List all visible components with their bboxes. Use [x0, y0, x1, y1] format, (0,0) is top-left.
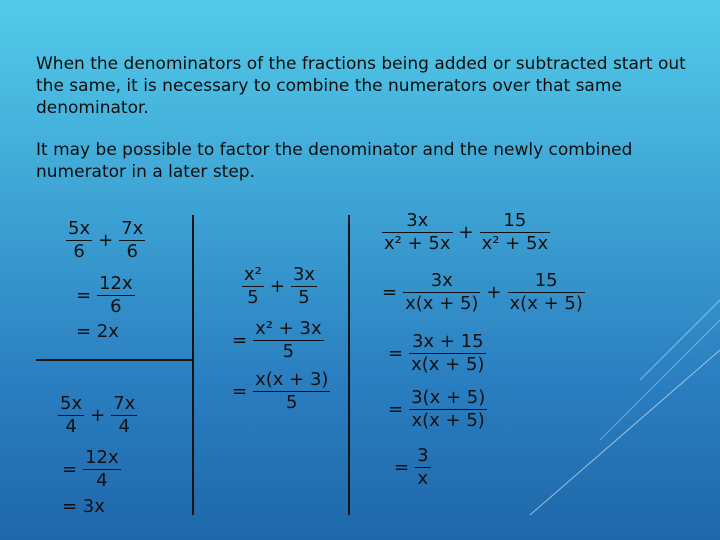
- denominator: 5: [286, 392, 298, 413]
- panel-c-row-1: [240, 264, 319, 309]
- panel-a-row-2: [72, 273, 137, 318]
- fraction: [409, 331, 486, 376]
- plus-operator: +: [269, 276, 285, 297]
- fraction: [508, 270, 585, 315]
- panel-a-row-3: = 2x: [76, 321, 119, 342]
- panel-d-row-5: [390, 445, 433, 490]
- numerator: x² + 3x: [255, 318, 322, 339]
- numerator: 12x: [99, 273, 133, 294]
- fraction: [253, 369, 330, 414]
- denominator: x² + 5x: [384, 233, 451, 254]
- numerator: 7x: [113, 393, 136, 414]
- numerator: 3x: [430, 270, 453, 291]
- fraction: [415, 445, 430, 490]
- fraction: [66, 218, 92, 263]
- numerator: 3x: [406, 210, 429, 231]
- equals-sign: =: [388, 399, 404, 420]
- intro-paragraph-2: It may be possible to factor the denominator and the newly combined numerator in a later step.: [36, 140, 633, 182]
- panel-d-row-1: [380, 210, 552, 255]
- fraction: [480, 210, 551, 255]
- equals-sign: =: [232, 381, 248, 402]
- numerator: 7x: [121, 218, 144, 239]
- panel-a-row-1: [64, 218, 147, 263]
- denominator: 6: [126, 241, 138, 262]
- plus-operator: +: [486, 282, 502, 303]
- fraction: [382, 210, 453, 255]
- divider-vertical-left: [192, 215, 194, 515]
- intro-paragraph-1: When the denominators of the fractions being added or subtracted start out the same, it is necessary to combine the numerators over that same denominator.: [36, 54, 686, 118]
- denominator: 4: [96, 470, 108, 491]
- numerator: 3x + 15: [411, 331, 484, 352]
- panel-b-row-1: [56, 393, 139, 438]
- fraction: [111, 393, 137, 438]
- fraction: [242, 264, 264, 309]
- equals-sign: =: [76, 285, 92, 306]
- numerator: 12x: [85, 447, 119, 468]
- numerator: x²: [244, 264, 262, 285]
- denominator: x(x + 5): [411, 410, 485, 431]
- fraction: [403, 270, 480, 315]
- denominator: 5: [282, 341, 295, 362]
- fraction: [58, 393, 84, 438]
- plus-operator: +: [90, 405, 106, 426]
- equals-sign: =: [382, 282, 398, 303]
- denominator: 4: [65, 416, 77, 437]
- divider-vertical-right: [348, 215, 350, 515]
- denominator: x(x + 5): [411, 354, 485, 375]
- fraction: [291, 264, 317, 309]
- numerator: 3: [417, 445, 429, 466]
- numerator: 3(x + 5): [411, 387, 486, 408]
- denominator: 6: [73, 241, 85, 262]
- panel-d-row-3: [384, 331, 488, 376]
- numerator: 15: [503, 210, 527, 231]
- fraction: [409, 387, 487, 432]
- fraction: [253, 318, 324, 363]
- plus-operator: +: [458, 222, 474, 243]
- panel-b-row-2: [58, 447, 123, 492]
- panel-d-row-4: [384, 387, 489, 432]
- panel-d-row-2: [378, 270, 587, 315]
- numerator: 3x: [292, 264, 316, 285]
- plus-operator: +: [98, 230, 114, 251]
- fraction: [83, 447, 121, 492]
- equals-sign: =: [388, 343, 404, 364]
- numerator: 5x: [68, 218, 91, 239]
- equals-sign: =: [62, 459, 78, 480]
- panel-c-row-3: [228, 369, 332, 414]
- fraction: [97, 273, 135, 318]
- denominator: x: [417, 468, 429, 489]
- numerator: x(x + 3): [255, 369, 329, 390]
- denominator: x(x + 5): [405, 293, 479, 314]
- numerator: 5x: [60, 393, 83, 414]
- denominator: 5: [298, 287, 310, 308]
- numerator: 15: [534, 270, 558, 291]
- equals-sign: =: [394, 457, 410, 478]
- denominator: 5: [247, 287, 259, 308]
- denominator: x² + 5x: [481, 233, 549, 254]
- denominator: 4: [118, 416, 130, 437]
- fraction: [119, 218, 145, 263]
- panel-b-row-3: = 3x: [62, 496, 105, 517]
- denominator: x(x + 5): [509, 293, 583, 314]
- panel-c-row-2: [228, 318, 326, 363]
- equals-sign: =: [232, 330, 248, 351]
- divider-horizontal-left: [36, 359, 192, 361]
- denominator: 6: [110, 296, 122, 317]
